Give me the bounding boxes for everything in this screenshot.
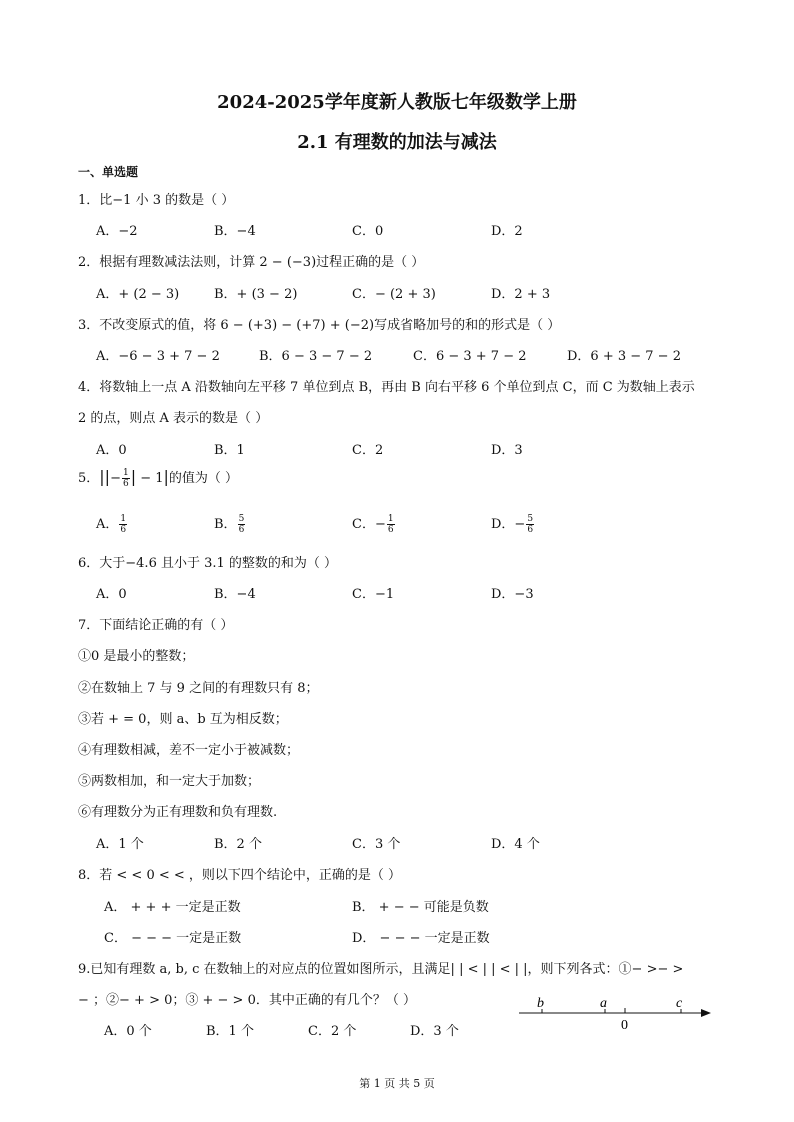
question-7-stem: 7．下面结论正确的有（ ） xyxy=(78,618,234,633)
q5-option-a: A． $\frac{1}{6}$ xyxy=(96,514,127,535)
q7-item-2: ②在数轴上 7 与 9 之间的有理数只有 8； xyxy=(78,681,319,696)
q3-option-a: A．−6 − 3 + 7 − 2 xyxy=(96,349,220,364)
question-8-stem: 8．若 < < 0 < < ，则以下四个结论中，正确的是（ ） xyxy=(78,868,402,883)
q4-option-c: C．2 xyxy=(352,443,384,458)
q8-option-d: D． − − − 一定是正数 xyxy=(352,931,490,946)
q5-suffix: 的值为（ ） xyxy=(168,471,239,486)
q8-option-b: B． + − − 可能是负数 xyxy=(352,900,489,915)
q2-option-b: B．+ (3 − 2) xyxy=(214,287,298,302)
q2-option-a: A．+ (2 − 3) xyxy=(96,287,180,302)
q6-option-a: A．0 xyxy=(96,587,127,602)
number-line-figure xyxy=(515,992,715,1034)
q3-option-b: B．6 − 3 − 7 − 2 xyxy=(259,349,373,364)
q4-option-b: B．1 xyxy=(214,443,245,458)
q7-option-a: A．1 个 xyxy=(96,837,144,852)
abs-bar-inner-close: | xyxy=(130,467,137,486)
q7-item-4: ④有理数相减，差不一定小于被减数； xyxy=(78,743,300,758)
label-zero: 0 xyxy=(621,1018,628,1033)
q1-option-d: D．2 xyxy=(491,224,523,239)
q6-option-d: D．−3 xyxy=(491,587,534,602)
label-c: c xyxy=(676,996,683,1011)
q3-option-c: C．6 − 3 + 7 − 2 xyxy=(413,349,527,364)
q9-option-d: D．3 个 xyxy=(410,1024,459,1039)
q4-option-d: D．3 xyxy=(491,443,523,458)
q1-option-c: C．0 xyxy=(352,224,384,239)
label-a: a xyxy=(600,996,607,1011)
q9-option-b: B．1 个 xyxy=(206,1024,254,1039)
section-title: 一、单选题 xyxy=(78,165,139,179)
q5-option-c: C．− $\frac{1}{6}$ xyxy=(352,514,394,535)
question-9-stem-cont: − ；②− + > 0；③ + − > 0．其中正确的有几个？（ ） xyxy=(78,993,416,1008)
q6-option-b: B．−4 xyxy=(214,587,256,602)
q5-frac-num: 1 xyxy=(122,468,129,478)
page-title: 2024-2025学年度新人教版七年级数学上册 xyxy=(217,92,577,113)
q7-item-3: ③若 + = 0，则 a、b 互为相反数； xyxy=(78,712,288,727)
q5-number: 5． xyxy=(78,471,100,486)
q7-item-6: ⑥有理数分为正有理数和负有理数. xyxy=(78,805,278,820)
q5-option-d: D．− $\frac{5}{6}$ xyxy=(491,514,534,535)
q7-item-1: ①0 是最小的整数； xyxy=(78,649,195,664)
question-4-stem: 4．将数轴上一点 A 沿数轴向左平移 7 单位到点 B，再由 B 向右平移 6 个单位到点 C，而 C 为数轴上表示 xyxy=(78,380,695,395)
q9-option-a: A．0 个 xyxy=(104,1024,152,1039)
q5-option-b: B． $\frac{5}{6}$ xyxy=(214,514,245,535)
q1-option-b: B．−4 xyxy=(214,224,256,239)
page-subtitle: 2.1 有理数的加法与减法 xyxy=(297,132,497,153)
abs-bar-outer-close: | xyxy=(163,467,169,486)
q5-frac-den: 6 xyxy=(122,479,129,489)
label-b: b xyxy=(537,996,544,1011)
q9-option-c: C．2 个 xyxy=(308,1024,357,1039)
question-6-stem: 6．大于−4.6 且小于 3.1 的整数的和为（ ） xyxy=(78,556,338,571)
q1-option-a: A．−2 xyxy=(96,224,138,239)
q7-option-d: D．4 个 xyxy=(491,837,540,852)
q7-option-b: B．2 个 xyxy=(214,837,262,852)
q4-option-a: A．0 xyxy=(96,443,127,458)
question-9-stem: 9.已知有理数 a, b, c 在数轴上的对应点的位置如图所示，且满足| | < | | < | |，则下列各式：①− >− > xyxy=(78,962,684,977)
question-3-stem: 3．不改变原式的值，将 6 − (+3) − (+7) + (−2)写成省略加号的和的形式是（ ） xyxy=(78,318,561,333)
q7-item-5: ⑤两数相加，和一定大于加数； xyxy=(78,774,261,789)
q2-option-d: D．2 + 3 xyxy=(491,287,551,302)
q3-option-d: D．6 + 3 − 7 − 2 xyxy=(567,349,681,364)
abs-bar-outer: | xyxy=(99,467,105,486)
question-1-stem: 1．比−1 小 3 的数是（ ） xyxy=(78,193,235,208)
q2-option-c: C．− (2 + 3) xyxy=(352,287,436,302)
question-2-stem: 2．根据有理数减法法则，计算 2 − (−3)过程正确的是（ ） xyxy=(78,255,425,270)
question-4-stem-cont: 2 的点，则点 A 表示的数是（ ） xyxy=(78,411,269,426)
q5-fraction xyxy=(122,468,130,489)
question-5-stem: 5．||− $\frac{1}{6}$ | − 1|的值为（ ） xyxy=(78,467,239,489)
abs-bar-inner: | xyxy=(104,467,111,486)
q7-option-c: C．3 个 xyxy=(352,837,401,852)
q8-option-c: C． − − − 一定是正数 xyxy=(104,931,242,946)
q8-option-a: A． + + + 一定是正数 xyxy=(104,900,241,915)
q6-option-c: C．−1 xyxy=(352,587,395,602)
page-footer: 第 1 页 共 5 页 xyxy=(359,1077,435,1090)
number-line-arrow xyxy=(701,1009,711,1017)
